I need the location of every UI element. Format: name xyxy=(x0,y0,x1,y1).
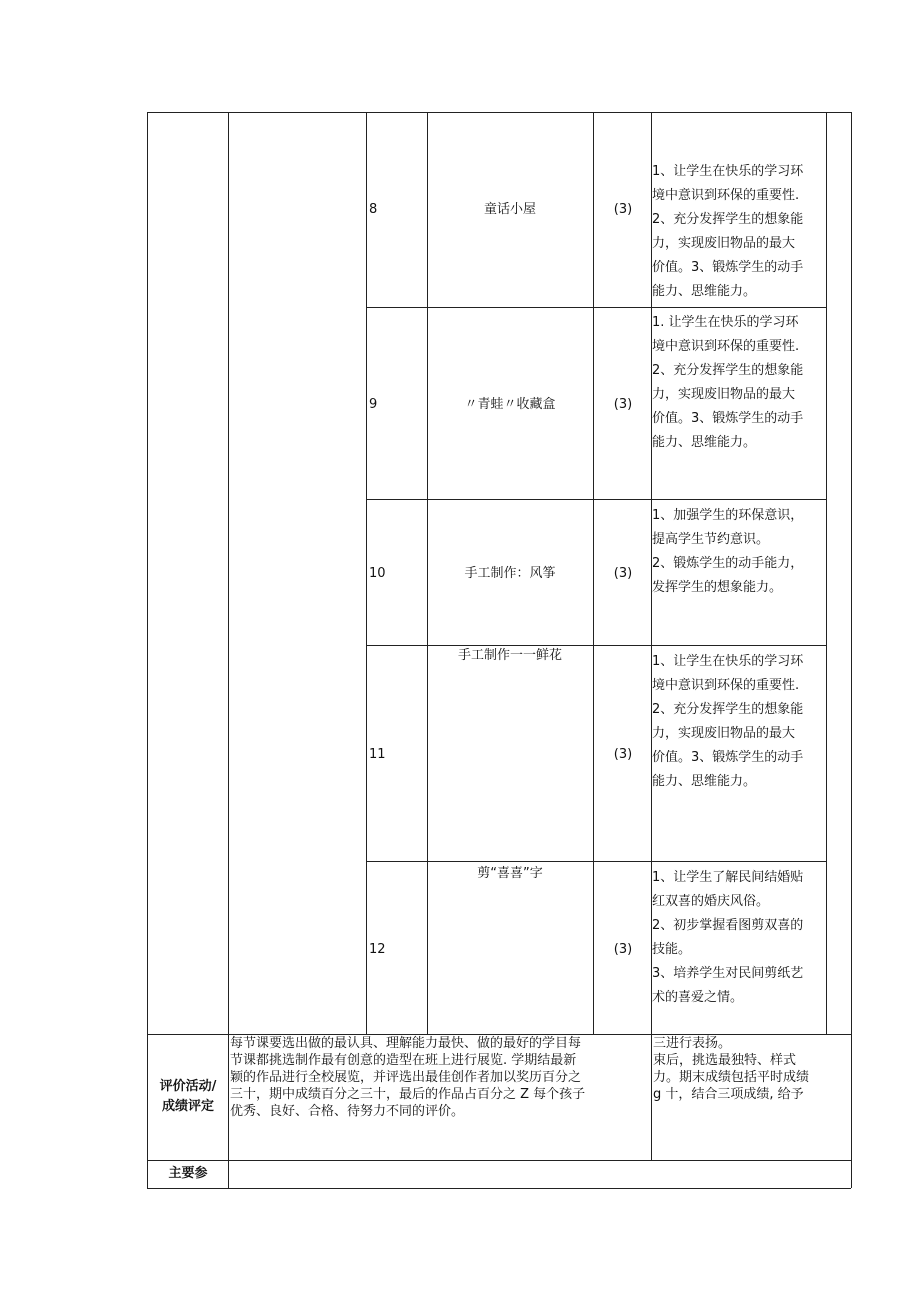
course-title: 童话小屋 xyxy=(483,202,536,217)
evaluation-label: 评价活动/ 成绩评定 xyxy=(159,1079,217,1114)
course-objectives: 1、让学生了解民间结婚贴 红双喜的婚庆风俗。 2、初步掌握看图剪双喜的 技能。 3、培养学生对民间剪纸艺 术的喜爱之情。 xyxy=(652,870,804,1005)
course-hours: (3) xyxy=(613,566,633,581)
table-bottom-border xyxy=(147,1188,851,1189)
course-title: 〃青蛙〃收藏盒 xyxy=(464,397,556,412)
course-objectives: 1、让学生在快乐的学习环 境中意识到环保的重要性. 2、充分发挥学生的想象能 力，实现废旧物品的最大 价值。3、锻炼学生的动手 能力、思维能力。 xyxy=(652,654,804,789)
row-separator-10-11 xyxy=(366,645,827,646)
column-divider-number xyxy=(366,112,367,1034)
row-separator-11-12 xyxy=(366,861,827,862)
row-separator-8-9 xyxy=(366,307,827,308)
table-left-border xyxy=(147,112,148,1188)
course-hours: (3) xyxy=(613,397,633,412)
evaluation-text-left: 每节课要选出做的最认具、理解能力最快、做的最好的学目每 节课都挑选制作最有创意的造型在班上进行展览. 学期结最新 颖的作品进行全校展览，并评选出最佳创作者加以奖历百分之 三十，期中成绩百分之三十，最后的作品占百分之 Z 每个孩子 优秀、良好、合格、待努力不同的评价。 xyxy=(230,1036,586,1119)
course-objectives: 1. 让学生在快乐的学习环 境中意识到环保的重要性. 2、充分发挥学生的想象能 力，实现废旧物品的最大 价值。3、锻炼学生的动手 能力、思维能力。 xyxy=(652,315,804,450)
row-separator-references xyxy=(147,1160,851,1161)
course-title: 剪“喜喜”字 xyxy=(477,866,543,881)
references-label: 主要参 xyxy=(168,1166,208,1181)
row-number: 10 xyxy=(369,566,386,581)
course-hours: (3) xyxy=(613,747,633,762)
course-title: 手工制作一一鲜花 xyxy=(457,648,562,663)
course-title: 手工制作：风筝 xyxy=(464,566,556,581)
row-number: 12 xyxy=(369,942,386,957)
table-top-border xyxy=(147,112,851,113)
row-number: 8 xyxy=(369,202,378,217)
course-hours: (3) xyxy=(613,202,633,217)
course-hours: (3) xyxy=(613,942,633,957)
evaluation-text-right: 三进行表扬。 束后，挑选最独特、样式 力。期末成绩包括平时成绩 g 十，结合三项成绩, 给予 xyxy=(653,1036,810,1102)
column-divider-1 xyxy=(228,112,229,1188)
row-number: 9 xyxy=(369,397,378,412)
row-separator-9-10 xyxy=(366,499,827,500)
course-objectives: 1、加强学生的环保意识， 提高学生节约意识。 2、锻炼学生的动手能力， 发挥学生的想象能力。 xyxy=(652,508,804,595)
course-objectives: 1、让学生在快乐的学习环 境中意识到环保的重要性. 2、充分发挥学生的想象能 力，实现废旧物品的最大 价值。3、锻炼学生的动手 能力、思维能力。 xyxy=(652,164,804,299)
row-number: 11 xyxy=(369,747,386,762)
table-right-border xyxy=(851,112,852,1188)
